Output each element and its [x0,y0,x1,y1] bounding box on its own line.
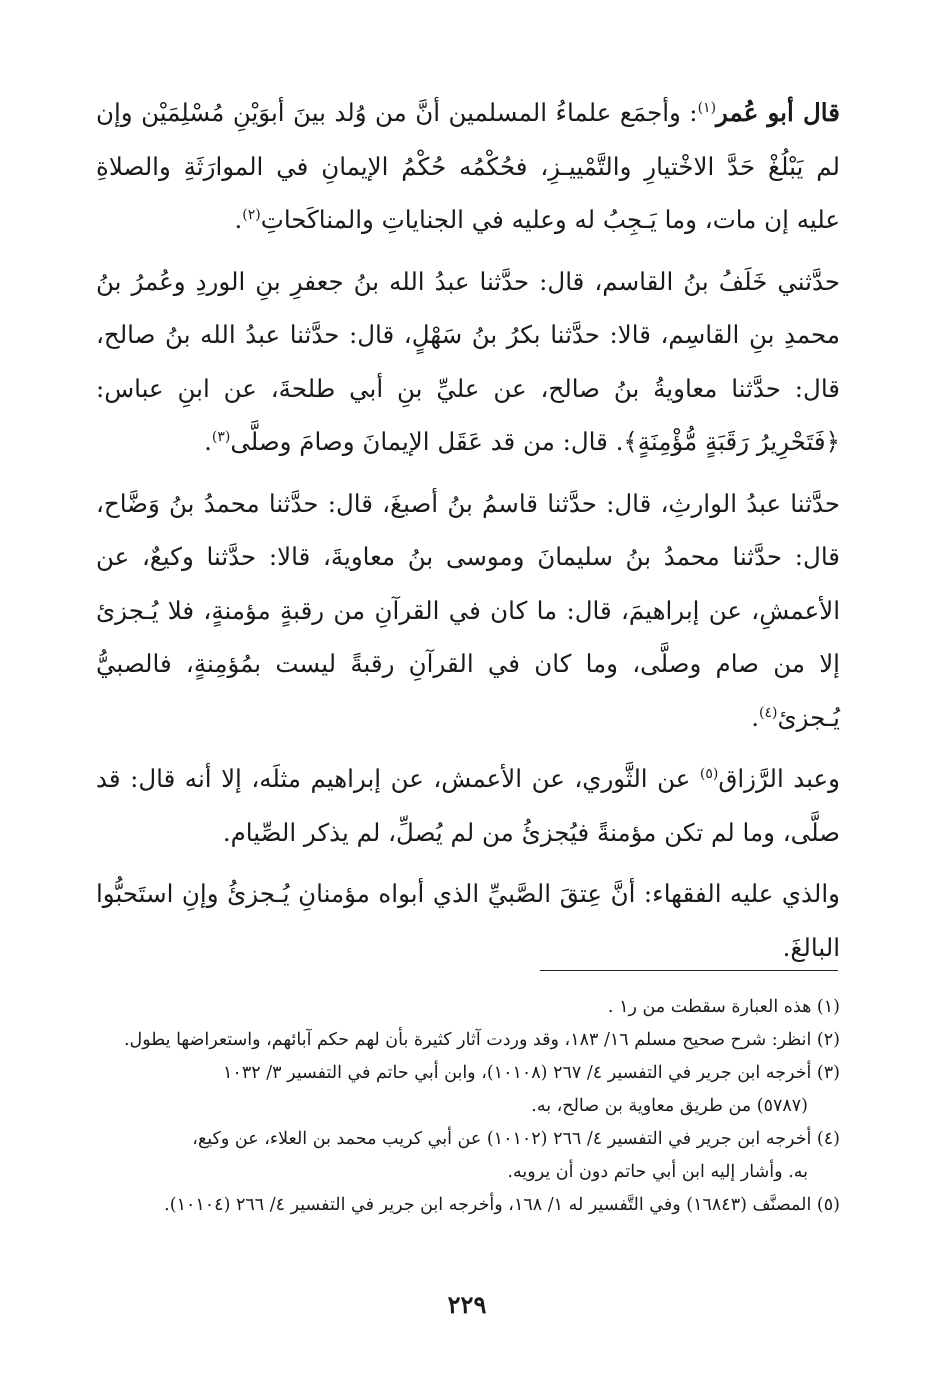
footnote-3-continuation: (٥٧٨٧) من طريق معاوية بن صالح، به. [531,1096,808,1116]
paragraph-2-end: . [204,427,212,456]
paragraph-4-text: عن الثَّوري، عن الأعمش، عن إبراهيم مثلَه، إلا أنه قال: قد صلَّى، وما لم تكن مؤمنةً فيُجزئُ من لم يُصلِّ، لم يذكر الصِّيام. [96,764,840,847]
paragraph-2 [96,255,840,469]
footnote-ref-1: (١) [697,99,717,116]
footnote-5: (٥) المصنَّف (١٦٨٤٣) وفي التَّفسير له ١/ ١٦٨، وأخرجه ابن جرير في التفسير ٤/ ٢٦٦ (١٠١٠٤). [164,1195,840,1215]
footnote-1: (١) هذه العبارة سقطت من ر١ . [607,997,840,1017]
footnote-3: (٣) أخرجه ابن جرير في التفسير ٤/ ٢٦٧ (١٠١٠٨)، وابن أبي حاتم في التفسير ٣/ ١٠٣٢ [223,1063,840,1083]
paragraph-5 [96,867,840,974]
footnotes [96,992,840,1223]
footnote-ref-2: (٢) [242,206,261,223]
paragraph-3-end: . [751,702,760,732]
speaker-name: قال أبو عُمر [716,98,840,127]
paragraph-1 [96,86,840,247]
paragraph-5-text: والذي عليه الفقهاء: أنَّ عِتقَ الصَّبيِّ الذي أبواه مؤمنانِ يُـجزئُ وإنِ استَحبُّوا البالغَ. [96,879,840,962]
paragraph-1-text: : وأجمَع علماءُ المسلمين أنَّ من وُلد بينَ أبوَيْنِ مُسْلِمَيْن وإن لم يَبْلُغْ حَدَّ الاخْتيارِ والتَّمْييـزِ، فحُكْمُه حُكْمُ الإيمانِ في الموارَثَةِ والصلاةِ عليه إن مات، وما يَـجِبُ له وعليه في الجناياتِ والمناكَحاتِ [96,98,840,234]
footnote-ref-4: (٤) [759,704,778,721]
footnote-4-continuation: به. وأشار إليه ابن أبي حاتم دون أن يرويه. [507,1162,808,1182]
paragraph-1-end: . [234,205,243,234]
footnote-divider [540,970,838,971]
paragraph-4 [96,752,840,859]
footnote-ref-3: (٣) [211,428,231,445]
paragraph-2-text: حدَّثني خَلَفُ بنُ القاسم، قال: حدَّثنا عبدُ الله بنُ جعفرِ بنِ الوردِ وعُمرُ بنُ محمدِ بنِ القاسِم، قالا: حدَّثنا بكرُ بنُ سَهْلٍ، قال: حدَّثنا عبدُ الله بنُ صالح، قال: حدَّثنا معاويةُ بنُ صالح، عن عليِّ بنِ أبي طلحةَ، عن ابنِ عباس: ﴿فَتَحْرِيرُ رَقَبَةٍ مُّؤْمِنَةٍ﴾. قال: من قد عَقَل الإيمانَ وصامَ وصلَّى [96,266,840,456]
paragraph-4-start: وعبد الرَّزاق [718,764,840,793]
main-text [96,86,840,982]
paragraph-3-text: حدَّثنا عبدُ الوارثِ، قال: حدَّثنا قاسمُ بنُ أصبغَ، قال: حدَّثنا محمدُ بنُ وَضَّاح، قال: حدَّثنا محمدُ بنُ سليمانَ وموسى بنُ معاويةَ، قالا: حدَّثنا وكيعٌ، عن الأعمشِ، عن إبراهيمَ، قال: ما كان في القرآنِ من رقبةٍ مؤمنةٍ، فلا يُـجزئ إلا من صام وصلَّى، وما كان في القرآنِ رقبةً ليست بمُؤمِنةٍ، فالصبيُّ يُـجزئ [96,488,840,732]
footnote-4: (٤) أخرجه ابن جرير في التفسير ٤/ ٢٦٦ (١٠١٠٢) عن أبي كريب محمد بن العلاء، عن وكيع، [192,1129,840,1149]
footnote-ref-5: (٥) [699,765,719,782]
paragraph-3 [96,477,840,745]
page-number: ٢٢٩ [447,1290,487,1319]
footnote-2: (٢) انظر: شرح صحيح مسلم ١٦/ ١٨٣، وقد وردت آثار كثيرة بأن لهم حكم آبائهم، واستعراضها يطول. [123,1030,840,1050]
